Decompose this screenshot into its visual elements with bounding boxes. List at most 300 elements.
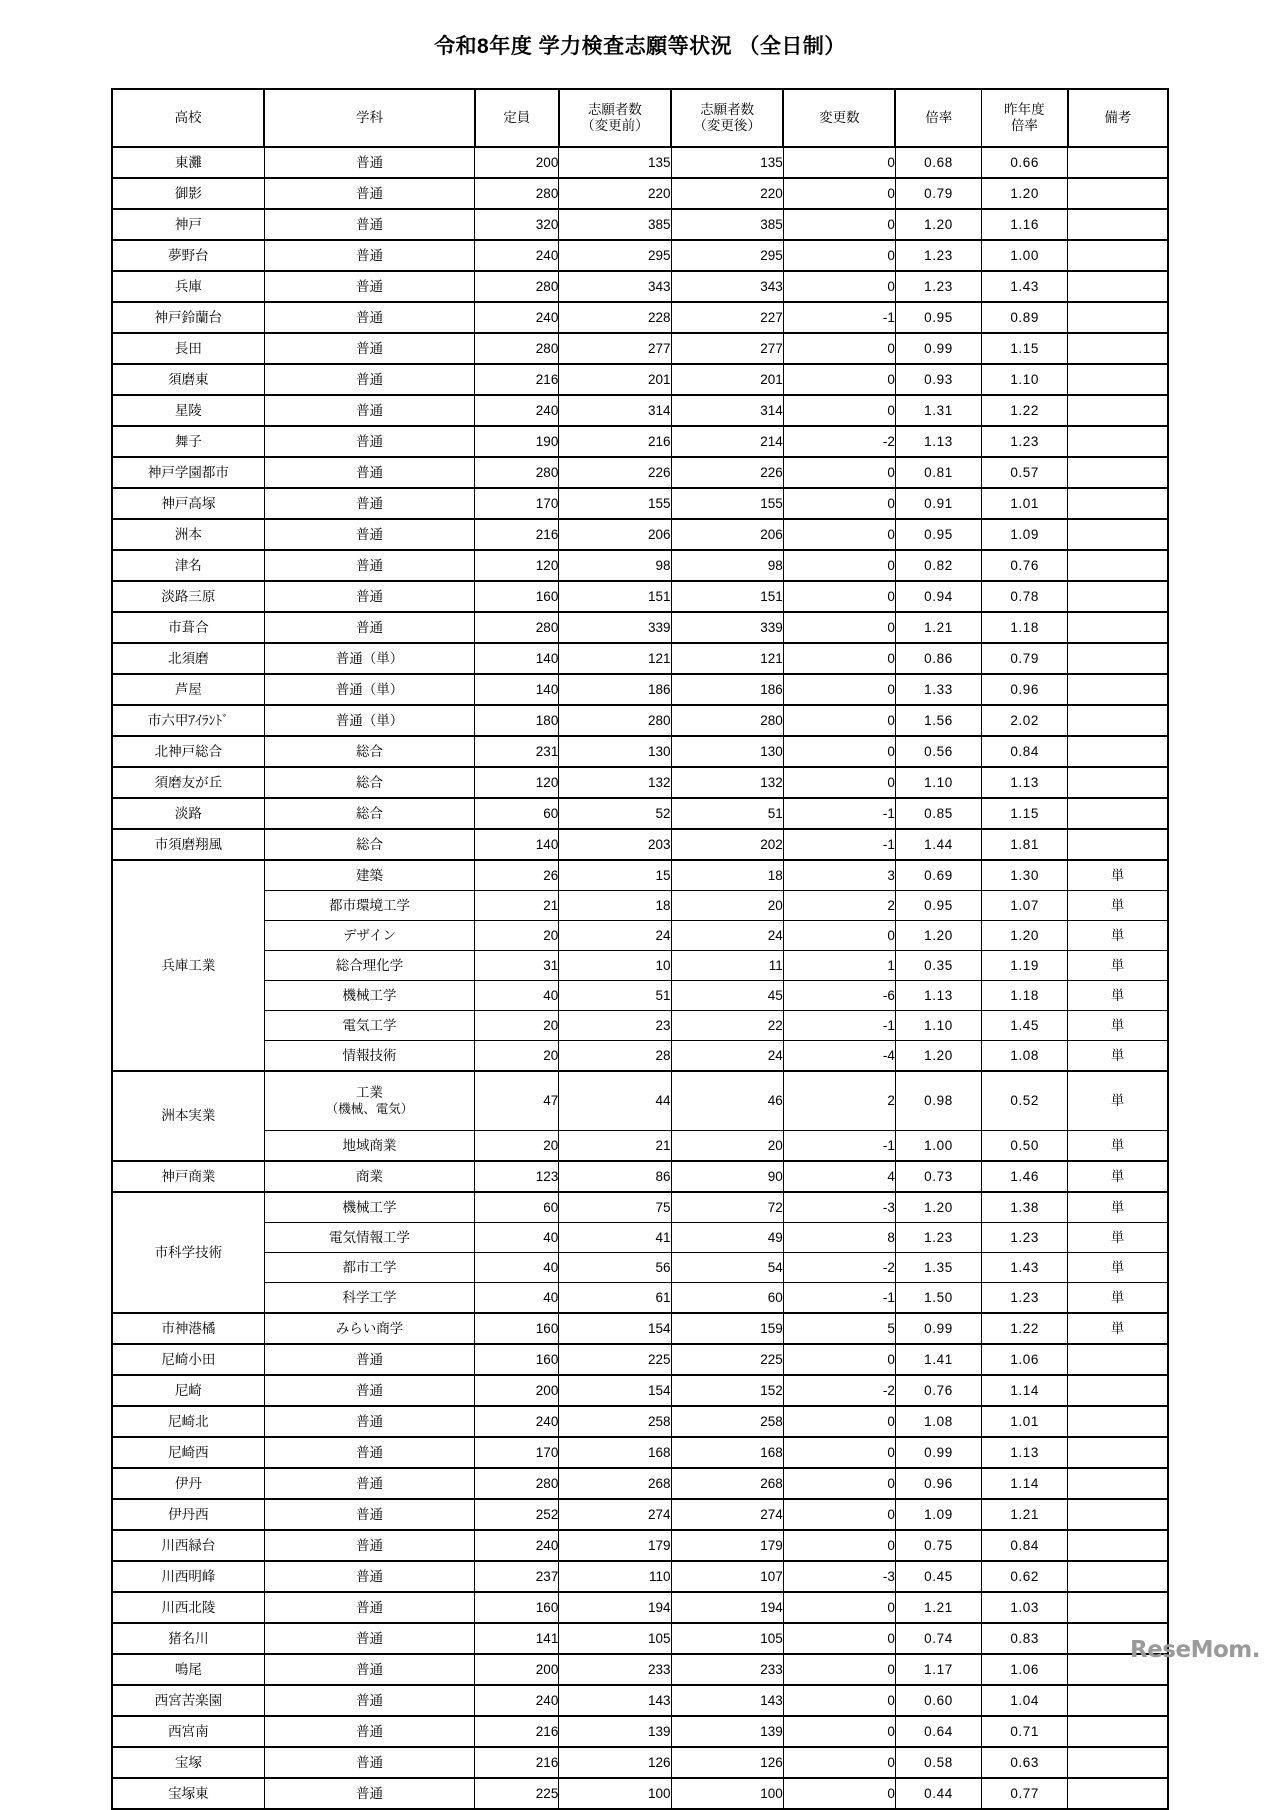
cell-capacity: 320	[475, 209, 559, 240]
table-row	[112, 1283, 1168, 1314]
cell-capacity: 280	[475, 178, 559, 209]
cell-change: 0	[783, 271, 895, 302]
cell-ratio: 1.10	[895, 1011, 981, 1041]
cell-change: 0	[783, 674, 895, 705]
cell-change: 0	[783, 1437, 895, 1468]
cell-school: 御影	[112, 178, 264, 209]
cell-applicants-before: 179	[559, 1530, 671, 1561]
cell-capacity: 237	[475, 1561, 559, 1592]
cell-note	[1068, 1778, 1168, 1809]
cell-note	[1068, 643, 1168, 674]
cell-capacity: 21	[475, 891, 559, 921]
cell-course: 普通	[264, 1375, 474, 1406]
cell-last-year-ratio: 0.57	[982, 457, 1068, 488]
cell-applicants-after: 139	[671, 1716, 783, 1747]
cell-capacity: 40	[475, 1223, 559, 1253]
cell-applicants-after: 280	[671, 705, 783, 736]
cell-school: 神戸鈴蘭台	[112, 302, 264, 333]
cell-note	[1068, 736, 1168, 767]
cell-note	[1068, 1499, 1168, 1530]
applicants-after-line1: 志願者数	[700, 101, 755, 117]
table-row	[112, 1223, 1168, 1253]
cell-change: -1	[783, 798, 895, 829]
cell-capacity: 225	[475, 1778, 559, 1809]
cell-course: 普通（単）	[264, 643, 474, 674]
cell-school: 舞子	[112, 426, 264, 457]
cell-capacity: 160	[475, 581, 559, 612]
cell-note: 単	[1068, 951, 1168, 981]
cell-last-year-ratio: 1.01	[982, 488, 1068, 519]
cell-last-year-ratio: 1.45	[982, 1011, 1068, 1041]
table-row	[112, 674, 1168, 705]
cell-course: 総合	[264, 829, 474, 860]
cell-course: 普通	[264, 519, 474, 550]
cell-note	[1068, 364, 1168, 395]
cell-applicants-before: 21	[559, 1131, 671, 1162]
cell-capacity: 140	[475, 829, 559, 860]
cell-applicants-after: 11	[671, 951, 783, 981]
cell-change: -1	[783, 302, 895, 333]
cell-last-year-ratio: 0.77	[982, 1778, 1068, 1809]
last-year-line1: 昨年度	[1004, 101, 1045, 117]
cell-course: 機械工学	[264, 981, 474, 1011]
cell-capacity: 280	[475, 612, 559, 643]
cell-note	[1068, 1437, 1168, 1468]
cell-change: 0	[783, 240, 895, 271]
table-row	[112, 891, 1168, 921]
cell-ratio: 1.13	[895, 981, 981, 1011]
cell-note: 単	[1068, 1131, 1168, 1162]
cell-school: 宝塚	[112, 1747, 264, 1778]
cell-course: 普通	[264, 550, 474, 581]
cell-note	[1068, 550, 1168, 581]
cell-school: 尼崎	[112, 1375, 264, 1406]
cell-school: 北神戸総合	[112, 736, 264, 767]
cell-last-year-ratio: 1.23	[982, 426, 1068, 457]
cell-applicants-after: 130	[671, 736, 783, 767]
cell-capacity: 200	[475, 1375, 559, 1406]
cell-last-year-ratio: 1.14	[982, 1468, 1068, 1499]
cell-applicants-after: 135	[671, 147, 783, 178]
cell-change: 0	[783, 550, 895, 581]
cell-applicants-before: 10	[559, 951, 671, 981]
cell-school: 伊丹	[112, 1468, 264, 1499]
cell-ratio: 0.60	[895, 1685, 981, 1716]
cell-change: 4	[783, 1161, 895, 1192]
cell-course: 普通	[264, 426, 474, 457]
cell-school: 川西緑台	[112, 1530, 264, 1561]
cell-change: -2	[783, 426, 895, 457]
cell-change: 2	[783, 1071, 895, 1131]
cell-capacity: 40	[475, 1283, 559, 1314]
cell-capacity: 160	[475, 1592, 559, 1623]
cell-change: 0	[783, 767, 895, 798]
cell-change: 0	[783, 643, 895, 674]
cell-change: 8	[783, 1223, 895, 1253]
cell-course: 普通	[264, 1437, 474, 1468]
cell-capacity: 141	[475, 1623, 559, 1654]
cell-change: 0	[783, 1654, 895, 1685]
cell-last-year-ratio: 1.06	[982, 1344, 1068, 1375]
cell-note: 単	[1068, 921, 1168, 951]
table-row	[112, 1161, 1168, 1192]
table-row	[112, 240, 1168, 271]
cell-school: 須磨東	[112, 364, 264, 395]
cell-course: 普通	[264, 1623, 474, 1654]
cell-note: 単	[1068, 1011, 1168, 1041]
cell-course: 普通	[264, 209, 474, 240]
cell-capacity: 20	[475, 1041, 559, 1072]
cell-applicants-before: 343	[559, 271, 671, 302]
cell-applicants-before: 168	[559, 1437, 671, 1468]
cell-change: 2	[783, 891, 895, 921]
cell-note: 単	[1068, 1071, 1168, 1131]
cell-last-year-ratio: 1.07	[982, 891, 1068, 921]
cell-applicants-after: 90	[671, 1161, 783, 1192]
cell-last-year-ratio: 1.16	[982, 209, 1068, 240]
column-header-note: 備考	[1068, 89, 1168, 147]
cell-capacity: 123	[475, 1161, 559, 1192]
cell-last-year-ratio: 1.38	[982, 1192, 1068, 1223]
cell-course: 電気情報工学	[264, 1223, 474, 1253]
cell-ratio: 0.79	[895, 178, 981, 209]
cell-capacity: 170	[475, 1437, 559, 1468]
cell-applicants-before: 86	[559, 1161, 671, 1192]
table-row	[112, 1406, 1168, 1437]
cell-school: 洲本実業	[112, 1071, 264, 1161]
table-row	[112, 612, 1168, 643]
cell-last-year-ratio: 1.22	[982, 1313, 1068, 1344]
cell-applicants-before: 24	[559, 921, 671, 951]
cell-last-year-ratio: 1.15	[982, 798, 1068, 829]
cell-ratio: 0.98	[895, 1071, 981, 1131]
cell-capacity: 47	[475, 1071, 559, 1131]
cell-change: 0	[783, 488, 895, 519]
cell-ratio: 1.00	[895, 1131, 981, 1162]
cell-last-year-ratio: 0.79	[982, 643, 1068, 674]
cell-last-year-ratio: 1.06	[982, 1654, 1068, 1685]
cell-change: -1	[783, 829, 895, 860]
cell-course: 総合理化学	[264, 951, 474, 981]
cell-applicants-after: 314	[671, 395, 783, 426]
table-row	[112, 519, 1168, 550]
cell-course: 普通	[264, 1468, 474, 1499]
cell-applicants-after: 24	[671, 921, 783, 951]
cell-note	[1068, 1685, 1168, 1716]
cell-applicants-after: 46	[671, 1071, 783, 1131]
cell-applicants-after: 126	[671, 1747, 783, 1778]
cell-applicants-before: 226	[559, 457, 671, 488]
cell-ratio: 0.81	[895, 457, 981, 488]
cell-note	[1068, 581, 1168, 612]
cell-last-year-ratio: 1.03	[982, 1592, 1068, 1623]
cell-capacity: 20	[475, 921, 559, 951]
cell-note	[1068, 1747, 1168, 1778]
cell-applicants-before: 132	[559, 767, 671, 798]
cell-ratio: 0.99	[895, 333, 981, 364]
cell-note	[1068, 333, 1168, 364]
cell-change: -1	[783, 1283, 895, 1314]
cell-applicants-before: 154	[559, 1375, 671, 1406]
cell-school: 市六甲ｱｲﾗﾝﾄﾞ	[112, 705, 264, 736]
column-header-capacity: 定員	[475, 89, 559, 147]
cell-capacity: 170	[475, 488, 559, 519]
cell-school: 津名	[112, 550, 264, 581]
cell-school: 西宮苦楽園	[112, 1685, 264, 1716]
cell-applicants-before: 295	[559, 240, 671, 271]
cell-course: 都市工学	[264, 1253, 474, 1283]
applications-table-container	[111, 88, 1169, 1810]
cell-course: 普通	[264, 1716, 474, 1747]
table-row	[112, 1623, 1168, 1654]
cell-applicants-after: 155	[671, 488, 783, 519]
cell-last-year-ratio: 1.22	[982, 395, 1068, 426]
cell-applicants-after: 45	[671, 981, 783, 1011]
table-row	[112, 426, 1168, 457]
cell-school: 北須磨	[112, 643, 264, 674]
cell-capacity: 240	[475, 302, 559, 333]
cell-school: 神戸	[112, 209, 264, 240]
cell-capacity: 60	[475, 798, 559, 829]
cell-capacity: 26	[475, 860, 559, 891]
cell-course: 科学工学	[264, 1283, 474, 1314]
cell-last-year-ratio: 1.81	[982, 829, 1068, 860]
cell-applicants-after: 339	[671, 612, 783, 643]
cell-change: -2	[783, 1253, 895, 1283]
cell-last-year-ratio: 1.10	[982, 364, 1068, 395]
cell-school: 夢野台	[112, 240, 264, 271]
cell-ratio: 1.13	[895, 426, 981, 457]
cell-change: 0	[783, 1499, 895, 1530]
cell-ratio: 0.95	[895, 519, 981, 550]
cell-last-year-ratio: 1.18	[982, 612, 1068, 643]
cell-applicants-after: 233	[671, 1654, 783, 1685]
cell-last-year-ratio: 0.63	[982, 1747, 1068, 1778]
cell-school: 伊丹西	[112, 1499, 264, 1530]
cell-capacity: 31	[475, 951, 559, 981]
table-row	[112, 1313, 1168, 1344]
cell-applicants-after: 202	[671, 829, 783, 860]
table-row	[112, 488, 1168, 519]
cell-applicants-before: 201	[559, 364, 671, 395]
cell-ratio: 0.69	[895, 860, 981, 891]
cell-applicants-before: 206	[559, 519, 671, 550]
cell-course: 商業	[264, 1161, 474, 1192]
cell-school: 尼崎小田	[112, 1344, 264, 1375]
cell-applicants-after: 277	[671, 333, 783, 364]
cell-note	[1068, 798, 1168, 829]
cell-note	[1068, 395, 1168, 426]
cell-course: 普通	[264, 147, 474, 178]
cell-applicants-before: 75	[559, 1192, 671, 1223]
table-row	[112, 1592, 1168, 1623]
cell-last-year-ratio: 1.13	[982, 767, 1068, 798]
cell-applicants-before: 268	[559, 1468, 671, 1499]
column-header-course: 学科	[264, 89, 474, 147]
cell-note	[1068, 457, 1168, 488]
cell-last-year-ratio: 1.08	[982, 1041, 1068, 1072]
cell-change: -4	[783, 1041, 895, 1072]
cell-course: 普通	[264, 488, 474, 519]
cell-note: 単	[1068, 1223, 1168, 1253]
course-main-label: 工業	[355, 1085, 383, 1101]
cell-ratio: 0.95	[895, 302, 981, 333]
table-row	[112, 1499, 1168, 1530]
cell-ratio: 1.21	[895, 612, 981, 643]
table-row	[112, 1654, 1168, 1685]
cell-last-year-ratio: 1.09	[982, 519, 1068, 550]
column-header-applicants-after	[671, 89, 783, 147]
cell-ratio: 0.93	[895, 364, 981, 395]
cell-course: 総合	[264, 798, 474, 829]
cell-applicants-before: 41	[559, 1223, 671, 1253]
cell-applicants-before: 143	[559, 1685, 671, 1716]
table-row	[112, 1747, 1168, 1778]
cell-applicants-after: 60	[671, 1283, 783, 1314]
cell-ratio: 1.17	[895, 1654, 981, 1685]
cell-last-year-ratio: 0.84	[982, 736, 1068, 767]
cell-note	[1068, 1468, 1168, 1499]
table-row	[112, 1192, 1168, 1223]
table-row	[112, 1468, 1168, 1499]
table-row	[112, 1778, 1168, 1809]
table-row	[112, 1561, 1168, 1592]
cell-note	[1068, 1592, 1168, 1623]
cell-note	[1068, 1530, 1168, 1561]
cell-change: -3	[783, 1192, 895, 1223]
cell-course: 建築	[264, 860, 474, 891]
cell-capacity: 280	[475, 457, 559, 488]
cell-applicants-after: 385	[671, 209, 783, 240]
cell-note	[1068, 1716, 1168, 1747]
cell-last-year-ratio: 0.84	[982, 1530, 1068, 1561]
cell-course: 普通	[264, 1654, 474, 1685]
cell-applicants-after: 206	[671, 519, 783, 550]
cell-applicants-after: 105	[671, 1623, 783, 1654]
table-row	[112, 1041, 1168, 1072]
table-row	[112, 1375, 1168, 1406]
cell-school: 須磨友が丘	[112, 767, 264, 798]
cell-change: 0	[783, 178, 895, 209]
cell-applicants-before: 110	[559, 1561, 671, 1592]
watermark-text: ReseMom.	[1130, 1637, 1260, 1663]
cell-applicants-after: 179	[671, 1530, 783, 1561]
cell-note: 単	[1068, 1253, 1168, 1283]
cell-last-year-ratio: 1.46	[982, 1161, 1068, 1192]
cell-ratio: 1.56	[895, 705, 981, 736]
cell-applicants-after: 121	[671, 643, 783, 674]
cell-last-year-ratio: 0.52	[982, 1071, 1068, 1131]
table-row	[112, 1131, 1168, 1162]
cell-note: 単	[1068, 1283, 1168, 1314]
cell-course: 普通	[264, 240, 474, 271]
applicants-before-line2: （変更前）	[581, 118, 649, 133]
table-row	[112, 829, 1168, 860]
cell-note	[1068, 426, 1168, 457]
cell-school: 長田	[112, 333, 264, 364]
cell-ratio: 0.68	[895, 147, 981, 178]
cell-change: 0	[783, 395, 895, 426]
cell-last-year-ratio: 1.13	[982, 1437, 1068, 1468]
cell-capacity: 240	[475, 1406, 559, 1437]
cell-change: 0	[783, 705, 895, 736]
table-row	[112, 457, 1168, 488]
cell-capacity: 140	[475, 674, 559, 705]
table-row	[112, 798, 1168, 829]
cell-ratio: 0.85	[895, 798, 981, 829]
cell-applicants-after: 268	[671, 1468, 783, 1499]
cell-course: 普通	[264, 612, 474, 643]
cell-ratio: 0.99	[895, 1437, 981, 1468]
cell-note	[1068, 209, 1168, 240]
cell-applicants-before: 61	[559, 1283, 671, 1314]
cell-note	[1068, 705, 1168, 736]
cell-school: 川西北陵	[112, 1592, 264, 1623]
cell-course: 普通	[264, 302, 474, 333]
cell-applicants-before: 339	[559, 612, 671, 643]
cell-course: デザイン	[264, 921, 474, 951]
table-row	[112, 581, 1168, 612]
cell-applicants-after: 186	[671, 674, 783, 705]
cell-capacity: 120	[475, 550, 559, 581]
cell-last-year-ratio: 1.23	[982, 1223, 1068, 1253]
cell-course: 普通	[264, 1406, 474, 1437]
cell-school: 宝塚東	[112, 1778, 264, 1809]
cell-note	[1068, 519, 1168, 550]
cell-school: 川西明峰	[112, 1561, 264, 1592]
cell-change: 0	[783, 1623, 895, 1654]
cell-change: 1	[783, 951, 895, 981]
cell-capacity: 280	[475, 271, 559, 302]
cell-note: 単	[1068, 891, 1168, 921]
cell-capacity: 231	[475, 736, 559, 767]
cell-school: 兵庫	[112, 271, 264, 302]
cell-note	[1068, 178, 1168, 209]
cell-ratio: 0.58	[895, 1747, 981, 1778]
cell-course: 普通	[264, 1778, 474, 1809]
table-body	[112, 147, 1168, 1809]
cell-ratio: 0.64	[895, 1716, 981, 1747]
cell-applicants-before: 100	[559, 1778, 671, 1809]
cell-applicants-before: 44	[559, 1071, 671, 1131]
cell-last-year-ratio: 1.18	[982, 981, 1068, 1011]
cell-course: 地域商業	[264, 1131, 474, 1162]
cell-note	[1068, 829, 1168, 860]
cell-note: 単	[1068, 860, 1168, 891]
cell-applicants-after: 274	[671, 1499, 783, 1530]
applications-table	[111, 88, 1169, 1810]
cell-last-year-ratio: 1.23	[982, 1283, 1068, 1314]
cell-course: 普通	[264, 333, 474, 364]
cell-applicants-before: 126	[559, 1747, 671, 1778]
cell-change: 0	[783, 519, 895, 550]
cell-applicants-after: 226	[671, 457, 783, 488]
cell-applicants-after: 132	[671, 767, 783, 798]
cell-applicants-before: 121	[559, 643, 671, 674]
cell-course: 普通	[264, 1592, 474, 1623]
cell-change: 5	[783, 1313, 895, 1344]
cell-applicants-before: 105	[559, 1623, 671, 1654]
table-row	[112, 1071, 1168, 1131]
cell-last-year-ratio: 0.83	[982, 1623, 1068, 1654]
cell-course: 普通	[264, 581, 474, 612]
cell-ratio: 0.75	[895, 1530, 981, 1561]
cell-capacity: 160	[475, 1313, 559, 1344]
cell-last-year-ratio: 1.19	[982, 951, 1068, 981]
cell-ratio: 1.10	[895, 767, 981, 798]
cell-capacity: 140	[475, 643, 559, 674]
cell-capacity: 20	[475, 1011, 559, 1041]
